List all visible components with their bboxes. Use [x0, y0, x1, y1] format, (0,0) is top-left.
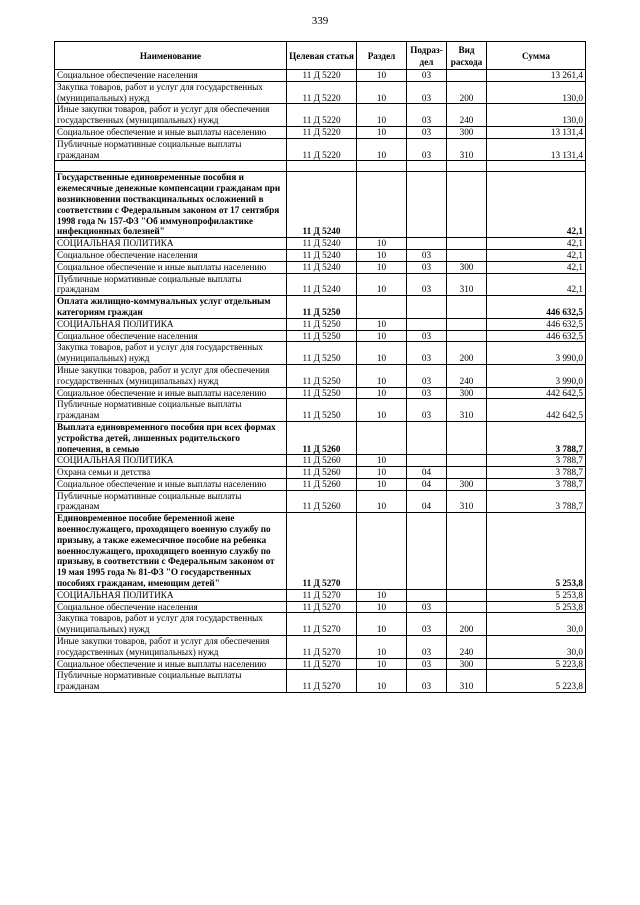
table-row [55, 387, 586, 399]
cell-subsection: 03 [407, 70, 447, 82]
table-row [55, 490, 586, 513]
cell-expense-type [447, 455, 487, 467]
spacer-cell [407, 161, 447, 172]
cell-expense-type [447, 421, 487, 454]
cell-article: 11 Д 5250 [287, 364, 357, 387]
cell-sum: 3 788,7 [487, 490, 586, 513]
cell-section [357, 172, 407, 238]
table-row [55, 589, 586, 601]
cell-section: 10 [357, 261, 407, 273]
cell-section: 10 [357, 138, 407, 161]
header-subsection: Подраз-дел [407, 42, 447, 70]
header-sum: Сумма [487, 42, 586, 70]
table-row [55, 658, 586, 670]
cell-article: 11 Д 5260 [287, 478, 357, 490]
cell-article: 11 Д 5250 [287, 330, 357, 342]
cell-section: 10 [357, 478, 407, 490]
cell-subsection: 04 [407, 467, 447, 479]
cell-name: Публичные нормативные социальные выплаты гражданам [55, 273, 287, 296]
cell-expense-type: 240 [447, 364, 487, 387]
cell-expense-type: 240 [447, 636, 487, 659]
cell-subsection [407, 513, 447, 590]
table-row [55, 318, 586, 330]
table-row [55, 513, 586, 590]
cell-article: 11 Д 5240 [287, 273, 357, 296]
cell-sum: 5 253,8 [487, 601, 586, 613]
cell-subsection: 04 [407, 478, 447, 490]
cell-subsection: 03 [407, 249, 447, 261]
cell-section: 10 [357, 636, 407, 659]
cell-sum: 3 990,0 [487, 364, 586, 387]
cell-section: 10 [357, 589, 407, 601]
cell-article: 11 Д 5270 [287, 658, 357, 670]
cell-section: 10 [357, 670, 407, 693]
table-row [55, 104, 586, 127]
cell-subsection: 03 [407, 138, 447, 161]
cell-expense-type: 300 [447, 261, 487, 273]
cell-sum: 42,1 [487, 273, 586, 296]
cell-name: Социальное обеспечение и иные выплаты населению [55, 387, 287, 399]
cell-name: Публичные нормативные социальные выплаты гражданам [55, 138, 287, 161]
cell-subsection: 03 [407, 104, 447, 127]
cell-expense-type: 300 [447, 126, 487, 138]
cell-sum: 5 223,8 [487, 670, 586, 693]
cell-section: 10 [357, 126, 407, 138]
cell-subsection [407, 589, 447, 601]
table-row [55, 601, 586, 613]
cell-expense-type [447, 318, 487, 330]
cell-article: 11 Д 5250 [287, 318, 357, 330]
cell-article: 11 Д 5220 [287, 104, 357, 127]
cell-expense-type [447, 296, 487, 319]
spacer-row [55, 161, 586, 172]
cell-subsection: 03 [407, 658, 447, 670]
budget-table [54, 41, 586, 693]
cell-expense-type [447, 513, 487, 590]
cell-sum: 3 788,7 [487, 478, 586, 490]
cell-article: 11 Д 5270 [287, 589, 357, 601]
cell-section [357, 296, 407, 319]
table-row [55, 478, 586, 490]
cell-article: 11 Д 5260 [287, 455, 357, 467]
table-row [55, 70, 586, 82]
cell-section: 10 [357, 238, 407, 250]
cell-subsection: 03 [407, 330, 447, 342]
table-row [55, 172, 586, 238]
cell-section: 10 [357, 330, 407, 342]
spacer-cell [487, 161, 586, 172]
cell-sum: 442 642,5 [487, 399, 586, 422]
cell-name: Государственные единовременные пособия и ежемесячные денежные компенсации гражданам при возникновении поствакцинальных осложнений в соответствии с Федеральным законом от 17 сентября 1998 года № 157-ФЗ "Об иммунопрофилактике инфекционных болезней" [55, 172, 287, 238]
cell-article: 11 Д 5240 [287, 261, 357, 273]
cell-sum: 446 632,5 [487, 296, 586, 319]
cell-name: Социальное обеспечение и иные выплаты населению [55, 658, 287, 670]
cell-subsection: 03 [407, 261, 447, 273]
cell-section [357, 421, 407, 454]
cell-article: 11 Д 5260 [287, 421, 357, 454]
cell-expense-type [447, 249, 487, 261]
cell-subsection [407, 296, 447, 319]
cell-sum: 5 253,8 [487, 589, 586, 601]
cell-expense-type: 300 [447, 387, 487, 399]
cell-name: Иные закупки товаров, работ и услуг для обеспечения государственных (муниципальных) нужд [55, 104, 287, 127]
table-row [55, 342, 586, 365]
cell-section: 10 [357, 387, 407, 399]
cell-expense-type: 300 [447, 658, 487, 670]
cell-section: 10 [357, 81, 407, 104]
cell-subsection: 03 [407, 613, 447, 636]
cell-subsection: 03 [407, 364, 447, 387]
cell-subsection: 04 [407, 490, 447, 513]
cell-subsection [407, 318, 447, 330]
cell-sum: 5 253,8 [487, 513, 586, 590]
cell-article: 11 Д 5250 [287, 296, 357, 319]
cell-expense-type: 200 [447, 342, 487, 365]
cell-section: 10 [357, 342, 407, 365]
spacer-cell [55, 161, 287, 172]
cell-sum: 130,0 [487, 81, 586, 104]
cell-expense-type [447, 589, 487, 601]
cell-expense-type [447, 172, 487, 238]
cell-subsection: 03 [407, 670, 447, 693]
table-row [55, 126, 586, 138]
cell-section: 10 [357, 658, 407, 670]
cell-subsection: 03 [407, 601, 447, 613]
cell-name: СОЦИАЛЬНАЯ ПОЛИТИКА [55, 455, 287, 467]
cell-expense-type [447, 467, 487, 479]
table-header-row [55, 42, 586, 70]
cell-subsection: 03 [407, 342, 447, 365]
cell-article: 11 Д 5220 [287, 70, 357, 82]
cell-article: 11 Д 5220 [287, 138, 357, 161]
table-row [55, 636, 586, 659]
cell-section: 10 [357, 399, 407, 422]
table-row [55, 613, 586, 636]
cell-name: Выплата единовременного пособия при всех формах устройства детей, лишенных родительского попечения, в семью [55, 421, 287, 454]
cell-name: СОЦИАЛЬНАЯ ПОЛИТИКА [55, 589, 287, 601]
table-row [55, 364, 586, 387]
cell-section: 10 [357, 318, 407, 330]
cell-section: 10 [357, 490, 407, 513]
cell-section: 10 [357, 455, 407, 467]
cell-article: 11 Д 5220 [287, 126, 357, 138]
cell-expense-type: 200 [447, 81, 487, 104]
cell-expense-type: 310 [447, 670, 487, 693]
cell-sum: 446 632,5 [487, 330, 586, 342]
cell-subsection: 03 [407, 273, 447, 296]
cell-article: 11 Д 5270 [287, 601, 357, 613]
cell-subsection: 03 [407, 636, 447, 659]
cell-name: Иные закупки товаров, работ и услуг для обеспечения государственных (муниципальных) нужд [55, 636, 287, 659]
cell-article: 11 Д 5240 [287, 172, 357, 238]
spacer-cell [287, 161, 357, 172]
cell-sum: 446 632,5 [487, 318, 586, 330]
cell-section [357, 513, 407, 590]
cell-section: 10 [357, 104, 407, 127]
cell-expense-type: 310 [447, 273, 487, 296]
cell-section: 10 [357, 364, 407, 387]
cell-subsection: 03 [407, 387, 447, 399]
cell-name: Охрана семьи и детства [55, 467, 287, 479]
cell-expense-type: 300 [447, 478, 487, 490]
cell-name: Социальное обеспечение и иные выплаты населению [55, 478, 287, 490]
table-row [55, 455, 586, 467]
cell-article: 11 Д 5270 [287, 613, 357, 636]
cell-sum: 13 131,4 [487, 138, 586, 161]
cell-sum: 3 990,0 [487, 342, 586, 365]
cell-sum: 130,0 [487, 104, 586, 127]
cell-name: Публичные нормативные социальные выплаты гражданам [55, 399, 287, 422]
cell-article: 11 Д 5250 [287, 399, 357, 422]
cell-expense-type: 200 [447, 613, 487, 636]
cell-sum: 3 788,7 [487, 467, 586, 479]
cell-article: 11 Д 5250 [287, 342, 357, 365]
cell-sum: 42,1 [487, 238, 586, 250]
table-row [55, 261, 586, 273]
cell-name: СОЦИАЛЬНАЯ ПОЛИТИКА [55, 238, 287, 250]
cell-name: Закупка товаров, работ и услуг для государственных (муниципальных) нужд [55, 81, 287, 104]
cell-section: 10 [357, 70, 407, 82]
cell-subsection: 03 [407, 126, 447, 138]
cell-name: Публичные нормативные социальные выплаты гражданам [55, 670, 287, 693]
cell-sum: 42,1 [487, 172, 586, 238]
cell-name: Социальное обеспечение и иные выплаты населению [55, 261, 287, 273]
table-row [55, 238, 586, 250]
header-section: Раздел [357, 42, 407, 70]
cell-subsection [407, 172, 447, 238]
cell-article: 11 Д 5250 [287, 387, 357, 399]
cell-subsection [407, 421, 447, 454]
header-expense-type: Вид расхода [447, 42, 487, 70]
cell-article: 11 Д 5260 [287, 490, 357, 513]
table-row [55, 273, 586, 296]
cell-sum: 30,0 [487, 636, 586, 659]
cell-section: 10 [357, 249, 407, 261]
cell-article: 11 Д 5270 [287, 670, 357, 693]
cell-name: Социальное обеспечение населения [55, 70, 287, 82]
cell-name: СОЦИАЛЬНАЯ ПОЛИТИКА [55, 318, 287, 330]
cell-expense-type: 240 [447, 104, 487, 127]
table-row [55, 330, 586, 342]
table-row [55, 421, 586, 454]
cell-subsection: 03 [407, 81, 447, 104]
cell-subsection [407, 455, 447, 467]
cell-name: Публичные нормативные социальные выплаты гражданам [55, 490, 287, 513]
cell-section: 10 [357, 467, 407, 479]
cell-subsection [407, 238, 447, 250]
cell-sum: 3 788,7 [487, 455, 586, 467]
cell-article: 11 Д 5270 [287, 636, 357, 659]
table-row [55, 670, 586, 693]
header-article: Целевая статья [287, 42, 357, 70]
cell-name: Единовременное пособие беременной жене военнослужащего, проходящего военную службу по призыву, а также ежемесячное пособие на ребенка военнослужащего, проходящего военную службу по призыву, в соответствии с Федеральным законом от 19 мая 1995 года № 81-ФЗ "О государственных пособиях гражданам, имеющим детей" [55, 513, 287, 590]
cell-article: 11 Д 5240 [287, 238, 357, 250]
table-row [55, 138, 586, 161]
spacer-cell [447, 161, 487, 172]
table-row [55, 467, 586, 479]
cell-sum: 13 131,4 [487, 126, 586, 138]
cell-section: 10 [357, 613, 407, 636]
cell-sum: 5 223,8 [487, 658, 586, 670]
cell-article: 11 Д 5270 [287, 513, 357, 590]
cell-expense-type [447, 70, 487, 82]
cell-sum: 13 261,4 [487, 70, 586, 82]
cell-expense-type [447, 238, 487, 250]
cell-sum: 42,1 [487, 261, 586, 273]
cell-name: Иные закупки товаров, работ и услуг для обеспечения государственных (муниципальных) нужд [55, 364, 287, 387]
page-number: 339 [311, 15, 329, 27]
cell-expense-type: 310 [447, 490, 487, 513]
cell-article: 11 Д 5220 [287, 81, 357, 104]
table-body [55, 70, 586, 693]
cell-article: 11 Д 5240 [287, 249, 357, 261]
cell-expense-type: 310 [447, 399, 487, 422]
cell-name: Закупка товаров, работ и услуг для государственных (муниципальных) нужд [55, 613, 287, 636]
cell-name: Закупка товаров, работ и услуг для государственных (муниципальных) нужд [55, 342, 287, 365]
cell-name: Оплата жилищно-коммунальных услуг отдельным категориям граждан [55, 296, 287, 319]
cell-name: Социальное обеспечение населения [55, 330, 287, 342]
header-name: Наименование [55, 42, 287, 70]
cell-sum: 3 788,7 [487, 421, 586, 454]
cell-expense-type [447, 601, 487, 613]
cell-name: Социальное обеспечение и иные выплаты населению [55, 126, 287, 138]
cell-expense-type: 310 [447, 138, 487, 161]
cell-name: Социальное обеспечение населения [55, 249, 287, 261]
cell-section: 10 [357, 273, 407, 296]
table-row [55, 81, 586, 104]
cell-subsection: 03 [407, 399, 447, 422]
cell-article: 11 Д 5260 [287, 467, 357, 479]
cell-expense-type [447, 330, 487, 342]
spacer-cell [357, 161, 407, 172]
cell-section: 10 [357, 601, 407, 613]
table-row [55, 296, 586, 319]
cell-sum: 42,1 [487, 249, 586, 261]
table-row [55, 249, 586, 261]
cell-sum: 30,0 [487, 613, 586, 636]
cell-name: Социальное обеспечение населения [55, 601, 287, 613]
cell-sum: 442 642,5 [487, 387, 586, 399]
table-row [55, 399, 586, 422]
